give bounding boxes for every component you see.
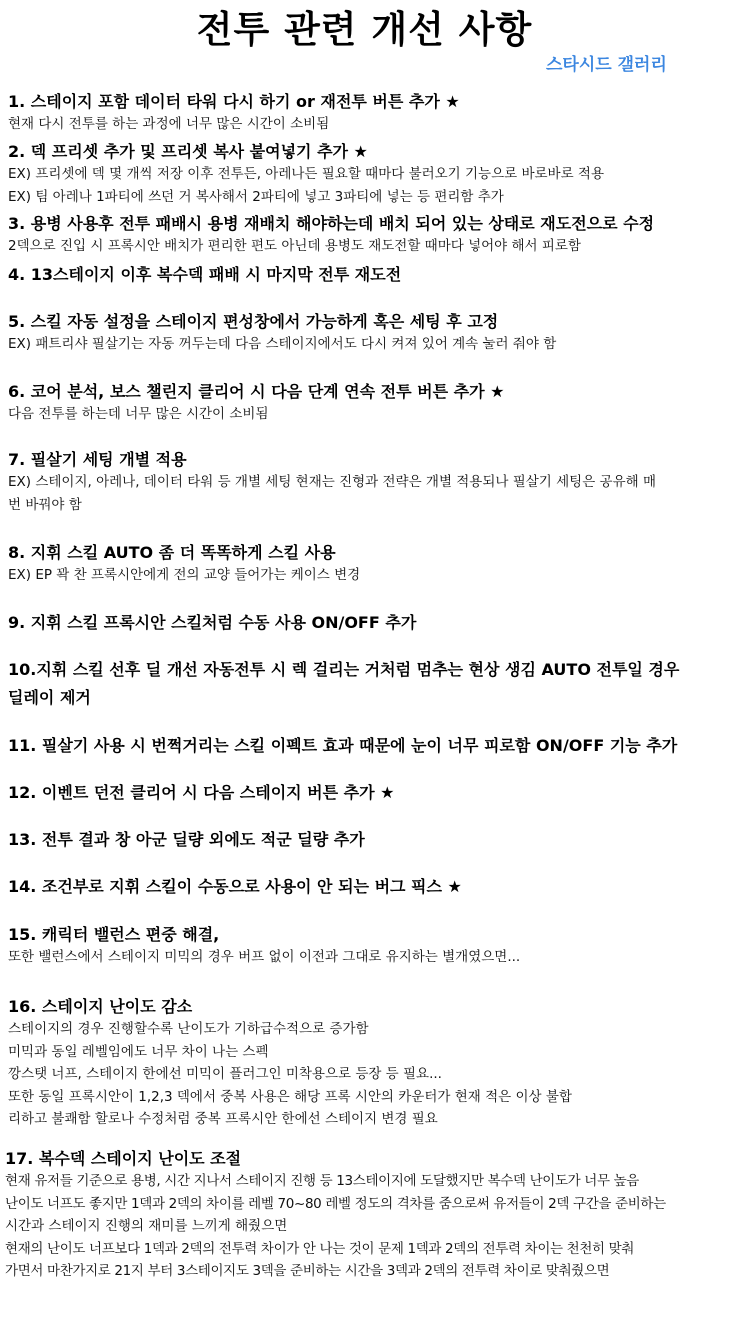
list-item-11 [8,734,724,757]
item-heading: 1. 스테이지 포함 데이터 타워 다시 하기 or 재전투 버튼 추가 ★ [8,92,460,111]
item-heading: 15. 캐릭터 밸런스 편중 해결, [8,925,220,944]
item-heading: 17. 복수덱 스테이지 난이도 조절 [5,1149,242,1168]
list-item-9 [8,611,724,634]
item-heading: 14. 조건부로 지휘 스킬이 수동으로 사용이 안 되는 버그 픽스 ★ [8,877,462,896]
item-heading: 13. 전투 결과 창 아군 딜량 외에도 적군 딜량 추가 [8,830,365,849]
item-text: EX) 패트리샤 필살기는 자동 꺼두는데 다음 스테이지에서도 다시 켜져 있어 계속 눌러 줘야 함 [8,336,557,352]
item-heading-continued: 딜레이 제거 [8,688,91,707]
item-heading: 11. 필살기 사용 시 번쩍거리는 스킬 이펙트 효과 때문에 눈이 너무 피로함 ON/OFF 기능 추가 [8,736,678,755]
list-item-5 [8,310,724,356]
item-heading: 10.지휘 스킬 선후 딜 개선 자동전투 시 렉 걸리는 거처럼 멈추는 현상 생김 AUTO 전투일 경우 [8,660,680,679]
list-item-15 [8,923,724,969]
list-item-10 [8,658,724,709]
item-text: 또한 밸런스에서 스테이지 미믹의 경우 버프 없이 이전과 그대로 유지하는 별개였으면... [8,949,521,965]
item-heading: 5. 스킬 자동 설정을 스테이지 편성창에서 가능하게 혹은 세팅 후 고정 [8,312,499,331]
item-heading: 9. 지휘 스킬 프록시안 스킬처럼 수동 사용 ON/OFF 추가 [8,613,417,632]
item-text: 미믹과 동일 레벨임에도 너무 차이 나는 스펙 [8,1043,269,1060]
item-text: 깡스탯 너프, 스테이지 한에선 미믹이 플러그인 미착용으로 등장 등 필요... [8,1066,442,1082]
item-heading: 6. 코어 분석, 보스 챌린지 클리어 시 다음 단계 연속 전투 버튼 추가 ★ [8,382,505,401]
list-item-2 [8,140,724,208]
item-text: 시간과 스테이지 진행의 재미를 느끼게 해줬으면 [5,1218,288,1234]
list-item-1 [8,90,724,136]
list-item-16 [8,995,724,1131]
item-heading: 3. 용병 사용후 전투 패배시 용병 재배치 해야하는데 배치 되어 있는 상태로 재도전으로 수정 [8,214,655,233]
item-text: 리하고 불쾌함 할로나 수정처럼 중복 프록시안 한에선 스테이지 변경 필요 [8,1111,438,1127]
item-text: 2덱으로 진입 시 프록시안 배치가 편리한 편도 아닌데 용병도 재도전할 때마다 넣어야 해서 피로함 [8,238,581,254]
item-text: 또한 동일 프록시안이 1,2,3 덱에서 중복 사용은 해당 프록 시안의 카운터가 현재 적은 이상 불합 [8,1088,572,1105]
list-item-4 [8,263,724,286]
list-item-6 [8,380,724,426]
item-text: EX) 팀 아레나 1파티에 쓰던 거 복사해서 2파티에 넣고 3파티에 넣는 등 편리함 추가 [8,188,504,205]
page-title: 전투 관련 개선 사항 [196,8,533,51]
item-text: EX) EP 꽉 찬 프록시안에게 전의 교양 들어가는 케이스 변경 [8,567,361,583]
item-heading: 16. 스테이지 난이도 감소 [8,997,193,1016]
item-text: 다음 전투를 하는데 너무 많은 시간이 소비됨 [8,406,269,422]
item-heading: 8. 지휘 스킬 AUTO 좀 더 똑똑하게 스킬 사용 [8,543,336,562]
list-item-3 [8,212,724,258]
item-heading: 7. 필살기 세팅 개별 적용 [8,450,187,469]
item-heading: 4. 13스테이지 이후 복수덱 패배 시 마지막 전투 재도전 [8,265,402,284]
list-item-7 [8,448,724,516]
item-heading: 12. 이벤트 던전 클리어 시 다음 스테이지 버튼 추가 ★ [8,783,395,802]
item-text: EX) 스테이지, 아레나, 데이터 타워 등 개별 세팅 현재는 진형과 전략은 개별 적용되나 필살기 세팅은 공유해 매 [8,474,657,490]
item-text: 현재 유저들 기준으로 용병, 시간 지나서 스테이지 진행 등 13스테이지에 도달했지만 복수덱 난이도가 너무 높음 [5,1173,640,1189]
item-text: 번 바꿔야 함 [8,496,82,513]
item-heading: 2. 덱 프리셋 추가 및 프리셋 복사 붙여넣기 추가 ★ [8,142,368,161]
list-item-12 [8,781,724,804]
item-text: 현재의 난이도 너프보다 1덱과 2덱의 전투력 차이가 안 나는 것이 문제 1덱과 2덱의 전투력 차이는 천천히 맞춰 [5,1240,635,1257]
list-item-13 [8,828,724,851]
item-text: 스테이지의 경우 진행할수록 난이도가 기하급수적으로 증가함 [8,1021,369,1037]
item-text: 가면서 마찬가지로 21지 부터 3스테이지도 3덱을 준비하는 시간을 3덱과 2덱의 전투력 차이로 맞춰줬으면 [5,1263,610,1279]
item-text: 현재 다시 전투를 하는 과정에 너무 많은 시간이 소비됨 [8,116,330,132]
list-item-14 [8,875,724,898]
list-item-17 [5,1147,725,1283]
source-label: 스타시드 갤러리 [546,55,667,75]
item-text: EX) 프리셋에 덱 몇 개씩 저장 이후 전투든, 아레나든 필요할 때마다 불러오기 기능으로 바로바로 적용 [8,166,605,182]
item-text: 난이도 너프도 좋지만 1덱과 2덱의 차이를 레벨 70~80 레벨 정도의 격차를 줌으로써 유저들이 2덱 구간을 준비하는 [5,1195,666,1212]
list-item-8 [8,541,724,587]
